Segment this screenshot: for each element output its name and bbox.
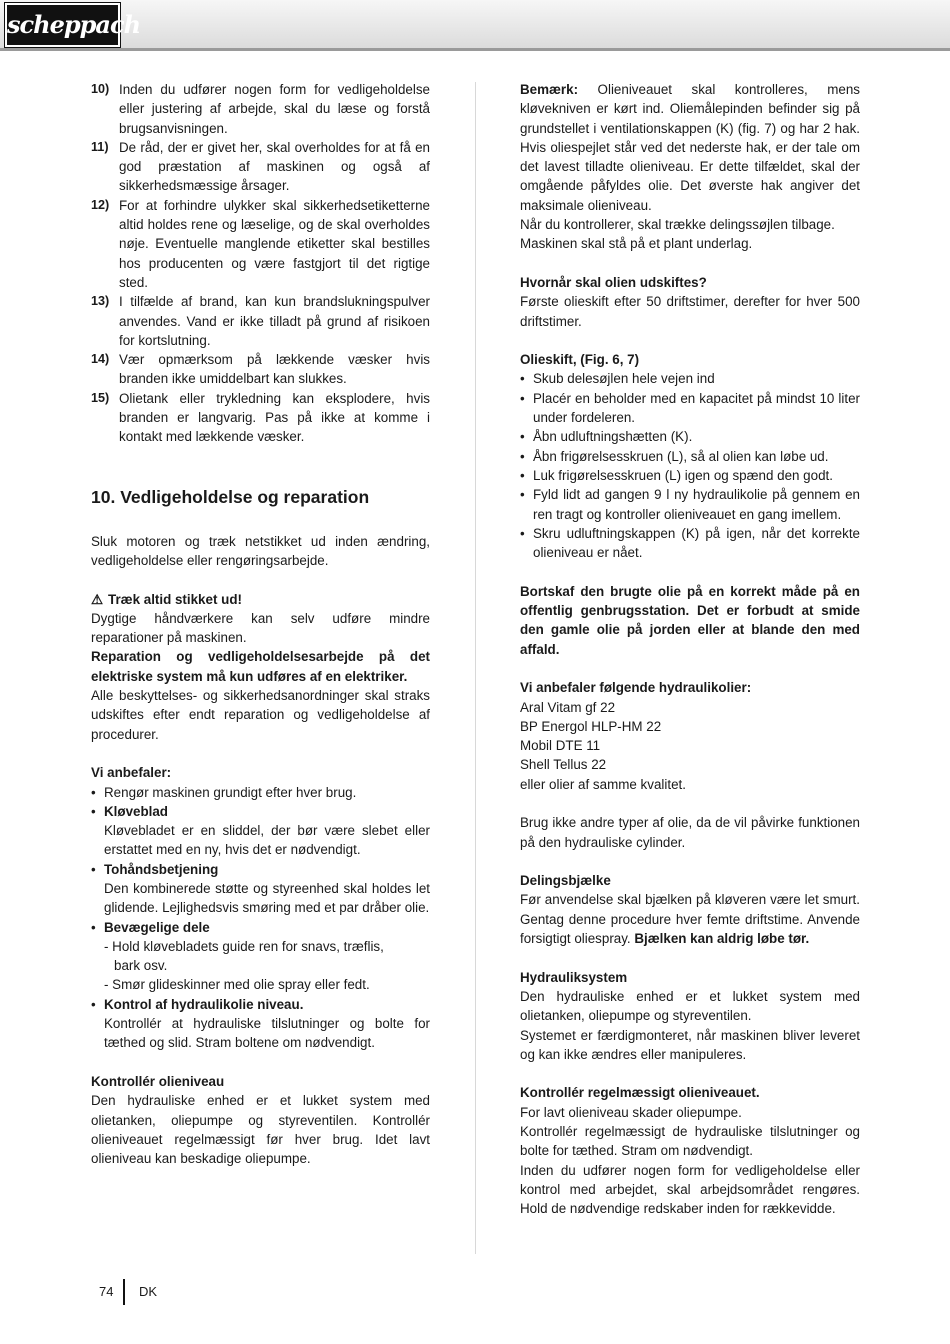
list-item [520, 447, 860, 466]
step-text: Luk frigørelsesskruen (L) igen og spænd den godt. [533, 467, 833, 483]
item-text: De råd, der er givet her, skal overholdes for at få en god præstation af maskinen og også af sikkerhedsmæssige årsager. [119, 139, 430, 194]
recommend-title: Vi anbefaler: [91, 765, 172, 781]
warning-icon: ⚠ [91, 591, 104, 607]
oil-item: BP Energol HLP-HM 22 [520, 718, 662, 734]
oil-check-title: Kontrollér olieniveau [91, 1073, 225, 1089]
bullet: • [520, 467, 525, 483]
header-rule [0, 48, 950, 51]
numbered-item [91, 80, 430, 138]
bullet: • [520, 448, 525, 464]
step-text: Fyld lidt ad gangen 9 l ny hydraulikolie på gennem en ren tragt og kontroller olieniveauet en gang imellem. [533, 487, 860, 522]
oil-item: Shell Tellus 22 [520, 757, 607, 773]
numbered-item [91, 138, 430, 196]
bullet-text: Kontrollér at hydrauliske tilslutninger og bolte for tæthed og slid. Stram boltene om nødvendigt. [104, 1016, 430, 1051]
when-text: Første olieskift efter 50 driftstimer, derefter for hver 500 driftstimer. [520, 294, 860, 329]
right-column [520, 80, 860, 1219]
step-text: Placér en beholder med en kapacitet på mindst 10 liter under fordeleren. [533, 390, 860, 426]
item-text: Olietank eller trykledning kan eksplodere, hvis branden er langvarig. Pas på ikke at komme i kontakt med lækkende væsker. [119, 390, 430, 445]
numbered-item [91, 292, 430, 350]
list-item [91, 995, 430, 1014]
oil-check-text: Den hydrauliske enhed er et lukket system med olietanken, oliepumpe og styreventilen. Kontrollér olieniveauet regelmæssigt før hver brug. Idet lavt olieniveau kan beskadige oliepumpe. [91, 1093, 430, 1167]
oil-item: eller olier af samme kvalitet. [520, 776, 686, 792]
bullet: • [520, 371, 525, 387]
regular-check-text-3: Inden du udfører nogen form for vedligeholdelse eller kontrol med arbejdet, skal arbejdsområdet rengøres. Hold de nødvendige redskaber inden for rækkevidde. [520, 1162, 860, 1217]
note-label: Bemærk: [520, 82, 579, 97]
regular-check-text-2: Kontrollér regelmæssigt de hydrauliske tilslutninger og bolte for tæthed. Stram om nødvendigt. [520, 1124, 860, 1159]
bullet-title: Kløveblad [104, 803, 168, 819]
beam-bold-text: Bjælken kan aldrig løbe tør. [634, 931, 810, 947]
list-item [520, 485, 860, 524]
list-item [520, 524, 860, 563]
note-paragraph [520, 80, 860, 215]
note-text: Olieniveauet skal kontrolleres, mens kløvekniven er kørt ind. Oliemålepinden befinder sig på grundstellet i ventilationskappen (K) (fig. 7) og har 2 hak. Hvis oliespejlet står ved det nederste hak, er der tale om det lavest tilladte olieniveau. Er dette tilfældet, skal der omgående påfyldes olie. Det øverste hak angiver det maksimale olieniveau. [520, 82, 860, 213]
bullet-title: Bevægelige dele [104, 919, 210, 935]
bullet: • [91, 919, 96, 935]
language-code: DK [139, 1284, 158, 1299]
numbered-item [91, 196, 430, 292]
note-text-2: Når du kontrollerer, skal trække delingssøjlen tilbage. [520, 217, 835, 233]
warning-heading [91, 590, 430, 609]
oil-change-title: Olieskift, (Fig. 6, 7) [520, 352, 640, 368]
list-item [520, 389, 860, 428]
regular-check-title: Kontrollér regelmæssigt olieniveauet. [520, 1085, 760, 1101]
item-number: 12) [91, 197, 110, 212]
step-text: Åbn udluftningshætten (K). [533, 429, 693, 445]
item-text: Inden du udfører nogen form for vedligeholdelse eller justering af arbejde, skal du læse og forstå brugsanvisningen. [119, 82, 430, 136]
safety-text: Alle beskyttelses- og sikkerhedsanordninger skal straks udskiftes efter endt reparation og vedligeholdelse af procedurer. [91, 688, 430, 742]
bullet: • [520, 487, 525, 503]
bullet: • [91, 996, 96, 1012]
other-oils-text: Brug ikke andre typer af olie, da de vil påvirke funktionen på den hydrauliske cylinder. [520, 815, 860, 850]
step-text: Skru udluftningskappen (K) på igen, når det korrekte olieniveau er nået. [533, 525, 860, 561]
dash-item: - Smør glideskinner med olie spray eller fedt. [104, 977, 370, 993]
page-header [0, 0, 950, 48]
list-item [520, 369, 860, 388]
regular-check-text: For lavt olieniveau skader oliepumpe. [520, 1104, 742, 1120]
item-text: I tilfælde af brand, kan kun brandslukningspulver anvendes. Vand er ikke tilladt på grund af risikoen for kortslutning. [119, 294, 430, 348]
bullet: • [91, 803, 96, 819]
list-item [91, 783, 430, 802]
bullet-title: Tohåndsbetjening [104, 861, 219, 877]
oil-item: Aral Vitam gf 22 [520, 699, 616, 715]
page-number: 74 [99, 1284, 114, 1299]
list-item [91, 802, 430, 821]
item-number: 13) [91, 294, 110, 309]
bullet-text: Den kombinerede støtte og styreenhed skal holdes let glidende. Lejlighedsvis smøring med et par dråber olie. [104, 880, 430, 916]
column-divider [475, 82, 476, 1254]
oil-item: Mobil DTE 11 [520, 738, 601, 754]
item-text: For at forhindre ulykker skal sikkerhedsetiketterne altid holdes rene og læselige, og de skal overholdes nøje. Eventuelle manglende etiketter skal bestilles hos producenten og være fastgjort til det rigtige sted. [119, 197, 430, 290]
hydraulic-text: Den hydrauliske enhed er et lukket system med olietanken, oliepumpe og styreventilen. [520, 988, 860, 1024]
bullet-title: Kontrol af hydraulikolie niveau. [104, 996, 304, 1012]
footer-separator [123, 1279, 125, 1305]
numbered-item [91, 389, 430, 447]
bullet: • [520, 525, 525, 541]
when-title: Hvornår skal olien udskiftes? [520, 274, 707, 290]
dash-item-continued: bark osv. [114, 958, 168, 974]
item-number: 15) [91, 390, 110, 405]
list-item [91, 860, 430, 879]
item-number: 11) [91, 139, 109, 154]
beam-text: Før anvendelse skal bjælken på kløveren være let smurt. Gentag denne procedure hver femte driftstime. Anvende forsigtigt oliespray. [520, 892, 860, 947]
dash-item: - Hold kløvebladets guide ren for snavs, træflis, [104, 938, 384, 954]
bullet-text: Rengør maskinen grundigt efter hver brug. [104, 784, 357, 800]
hydraulic-title: Hydrauliksystem [520, 969, 628, 985]
intro-text: Sluk motoren og træk netstikket ud inden ændring, vedligeholdelse eller rengøringsarbejde. [91, 533, 430, 568]
electrical-text: Reparation og vedligeholdelsesarbejde på det elektriske system må kun udføres af en elektriker. [91, 649, 430, 684]
craftsmen-text: Dygtige håndværkere kan selv udføre mindre reparationer på maskinen. [91, 610, 430, 646]
dispose-warning: Bortskaf den brugte olie på en korrekt måde på en offentlig genbrugsstation. Det er forbudt at smide den gamle olie på jorden eller at blande den med affald. [520, 583, 860, 657]
bullet: • [91, 861, 96, 877]
beam-title: Delingsbjælke [520, 873, 611, 889]
step-text: Skub delesøjlen hele vejen ind [533, 371, 715, 387]
numbered-item [91, 350, 430, 389]
brand-logo: scheppach [5, 3, 120, 47]
section-title: 10. Vedligeholdelse og reparation [91, 486, 370, 507]
bullet: • [91, 784, 96, 800]
beam-paragraph [520, 890, 860, 948]
note-text-3: Maskinen skal stå på et plant underlag. [520, 236, 753, 252]
item-number: 14) [91, 352, 110, 367]
list-item [520, 466, 860, 485]
list-item [520, 427, 860, 446]
step-text: Åbn frigørelsesskruen (L), så al olien kan løbe ud. [533, 448, 829, 464]
bullet: • [520, 429, 525, 445]
left-column [91, 80, 430, 1168]
bullet: • [520, 390, 525, 406]
oils-title: Vi anbefaler følgende hydraulikolier: [520, 680, 752, 696]
hydraulic-text-2: Systemet er færdigmonteret, når maskinen bliver leveret og kan ikke ændres eller manipuleres. [520, 1027, 860, 1062]
bullet-text: Kløvebladet er en sliddel, der bør være slebet eller erstattet med en ny, hvis det er nødvendigt. [104, 823, 430, 858]
list-item [91, 918, 430, 937]
item-number: 10) [91, 82, 110, 96]
item-text: Vær opmærksom på lækkende væsker hvis branden ikke umiddelbart kan slukkes. [119, 352, 430, 387]
warning-title: Træk altid stikket ud! [108, 591, 242, 607]
